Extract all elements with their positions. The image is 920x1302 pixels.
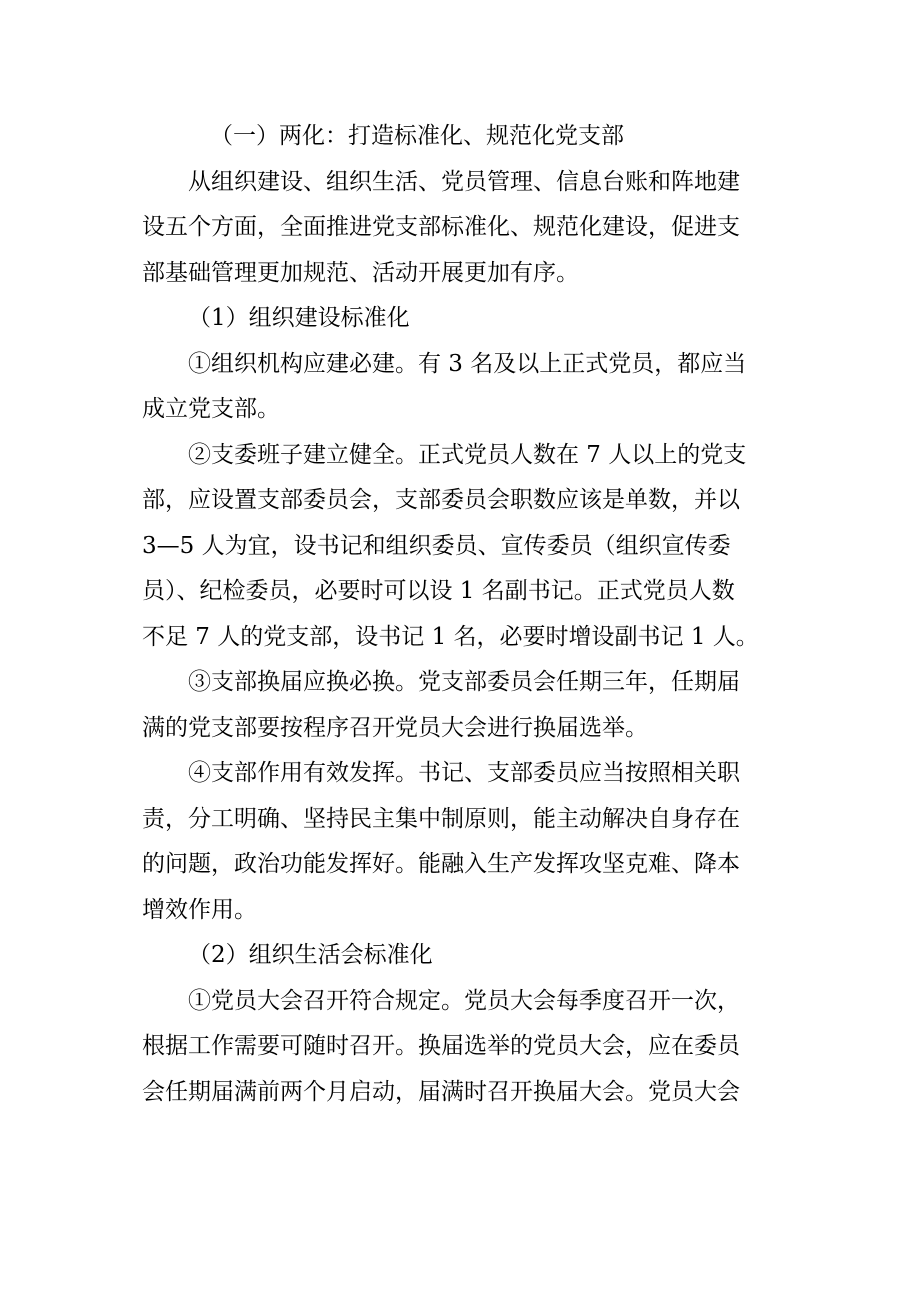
paragraph-line: 成立党支部。 xyxy=(142,396,280,422)
paragraph-line: 根据工作需要可随时召开。换届选举的党员大会，应在委员 xyxy=(142,1033,740,1059)
subsection-heading-organization-life: （2）组织生活会标准化 xyxy=(188,942,433,968)
paragraph-line: 的问题，政治功能发挥好。能融入生产发挥攻坚克难、降本 xyxy=(142,851,740,877)
paragraph-line: 3—5 人为宜，设书记和组织委员、宣传委员（组织宣传委 xyxy=(142,532,731,559)
paragraph-line: 部，应设置支部委员会，支部委员会职数应该是单数，并以 xyxy=(142,487,740,513)
paragraph-line: 增效作用。 xyxy=(142,896,257,923)
subsection-heading-organization-building: （1）组织建设标准化 xyxy=(188,305,410,331)
paragraph-line: ①党员大会召开符合规定。党员大会每季度召开一次， xyxy=(188,987,740,1014)
paragraph-line: ④支部作用有效发挥。书记、支部委员应当按照相关职 xyxy=(188,760,740,786)
paragraph-line: 不足 7 人的党支部，设书记 1 名，必要时增设副书记 1 人。 xyxy=(142,623,759,650)
paragraph-line: ①组织机构应建必建。有 3 名及以上正式党员，都应当 xyxy=(188,350,747,377)
paragraph-line: 员）、纪检委员，必要时可以设 1 名副书记。正式党员人数 xyxy=(142,578,735,604)
section-heading-two-standards: （一）两化：打造标准化、规范化党支部 xyxy=(210,123,624,149)
paragraph-line: 满的党支部要按程序召开党员大会进行换届选举。 xyxy=(142,714,648,741)
paragraph-line: 部基础管理更加规范、活动开展更加有序。 xyxy=(142,259,579,286)
paragraph-line: ②支委班子建立健全。正式党员人数在 7 人以上的党支 xyxy=(188,441,747,468)
paragraph-line: 设五个方面，全面推进党支部标准化、规范化建设，促进支 xyxy=(142,214,740,240)
paragraph-line: ③支部换届应换必换。党支部委员会任期三年，任期届 xyxy=(188,669,740,695)
paragraph-line: 会任期届满前两个月启动，届满时召开换届大会。党员大会 xyxy=(142,1078,740,1105)
paragraph-line: 从组织建设、组织生活、党员管理、信息台账和阵地建 xyxy=(188,168,740,195)
paragraph-line: 责，分工明确、坚持民主集中制原则，能主动解决自身存在 xyxy=(142,805,740,832)
